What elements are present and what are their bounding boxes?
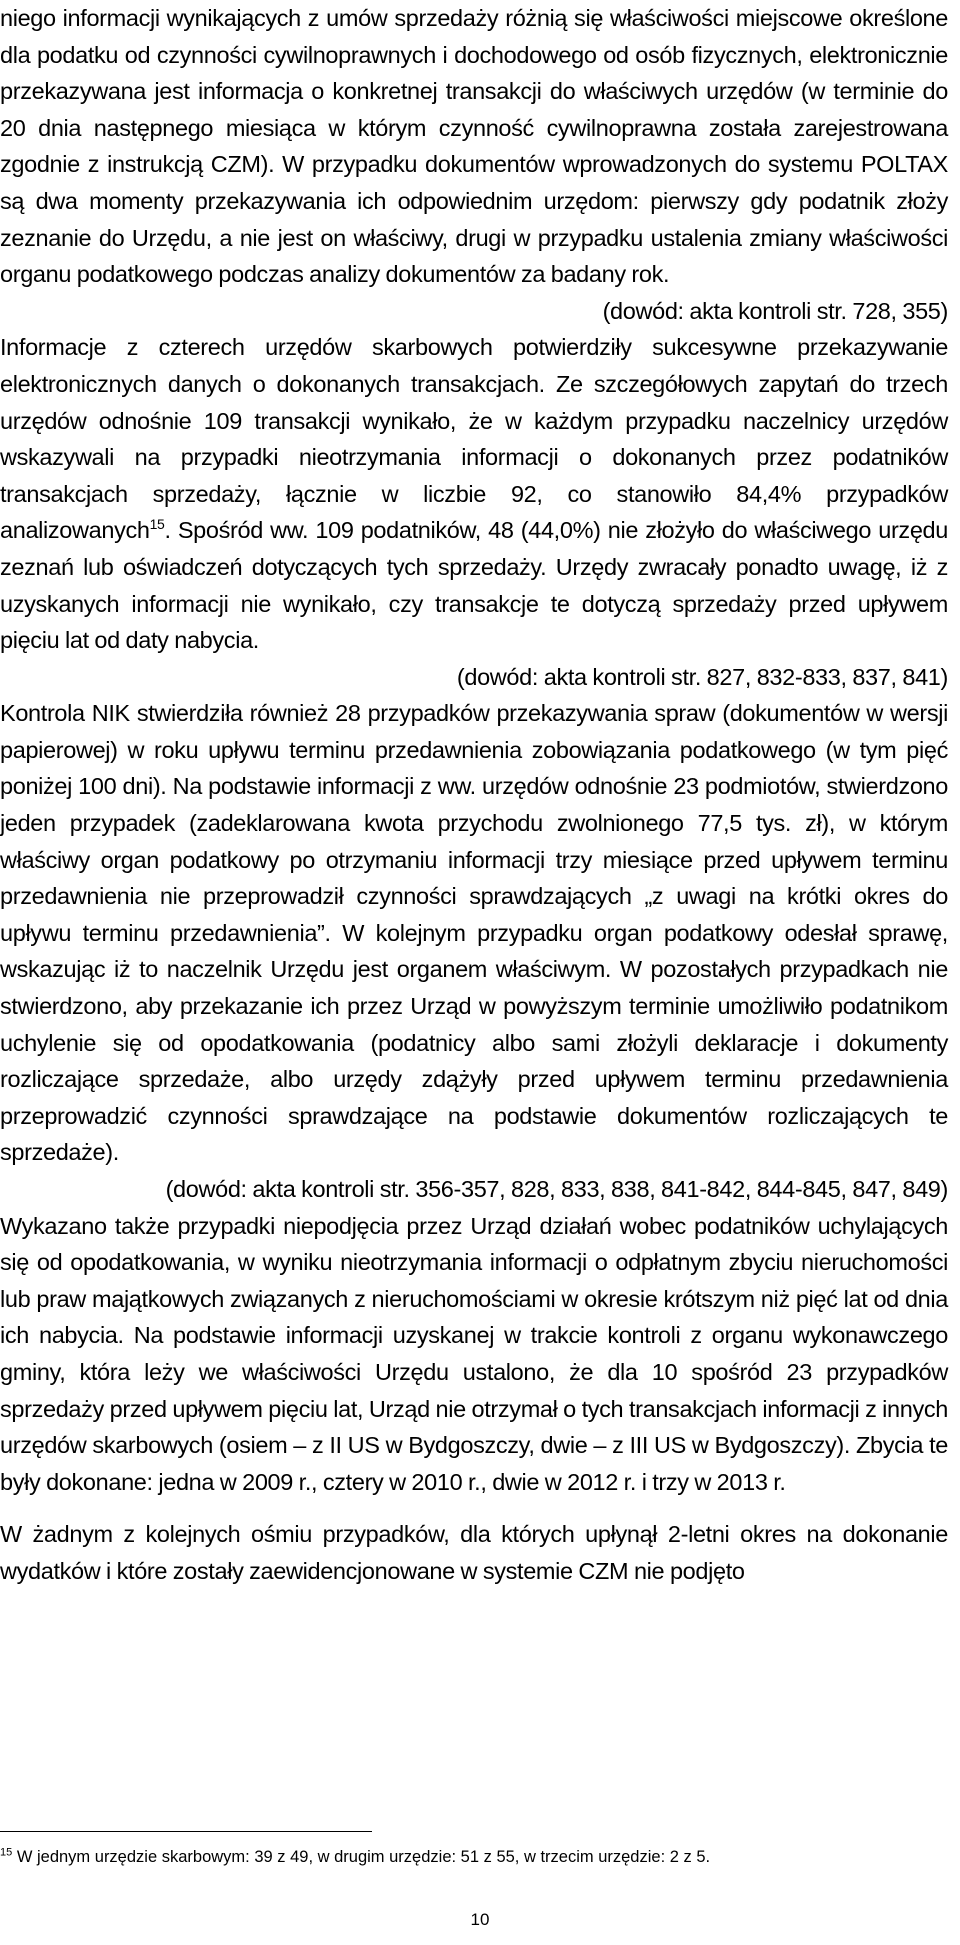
paragraph-3: Kontrola NIK stwierdziła również 28 przypadków przekazywania spraw (dokumentów w wersji papierowej) w roku upływu terminu przedawnienia zobowiązania podatkowego (w tym pięć poniżej 100 dni). Na podstawie informacji z ww. urzędów odnośnie 23 podmiotów, stwierdzono jeden przypadek (zadeklarowana kwota przychodu zwolnionego 77,5 tys. zł), w którym właściwy organ podatkowy po otrzymaniu informacji trzy miesiące przed upływem terminu przedawnienia nie przeprowadził czynności sprawdzających „z uwagi na krótki okres do upływu terminu przedawnienia”. W kolejnym przypadku organ podatkowy odesłał sprawę, wskazując iż to naczelnik Urzędu jest organem właściwym. W pozostałych przypadkach nie stwierdzono, aby przekazanie ich przez Urząd w powyższym terminie umożliwiło podatnikom uchylenie się od opodatkowania (podatnicy albo sami złożyli deklaracje i dokumenty rozliczające sprzedaże, albo urzędy zdążyły przed upływem terminu przedawnienia przeprowadzić czynności sprawdzające na podstawie dokumentów rozliczających te sprzedaże). — [0, 700, 948, 1166]
paragraph-5: W żadnym z kolejnych ośmiu przypadków, dla których upłynął 2-letni okres na dokonanie wydatków i które zostały zaewidencjonowane w systemie CZM nie podjęto — [0, 1521, 948, 1584]
page-number: 10 — [470, 1910, 490, 1929]
paragraph-1: niego informacji wynikających z umów sprzedaży różnią się właściwości miejscowe określone dla podatku od czynności cywilnoprawnych i dochodowego od osób fizycznych, elektronicznie przekazywana jest informacja o konkretnej transakcji do właściwych urzędów (w terminie do 20 dnia następnego miesiąca w którym czynność cywilnoprawna została zarejestrowana zgodnie z instrukcją CZM). W przypadku dokumentów wprowadzonych do systemu POLTAX są dwa momenty przekazywania ich odpowiednim urzędom: pierwszy gdy podatnik złoży zeznanie do Urzędu, a nie jest on właściwy, drugi w przypadku ustalenia zmiany właściwości organu podatkowego podczas analizy dokumentów za badany rok. — [0, 5, 948, 288]
paragraph-2-text-a: Informacje z czterech urzędów skarbowych potwierdziły sukcesywne przekazywanie elektronicznych danych o dokonanych transakcjach. Ze szczegółowych zapytań do trzech urzędów odnośnie 109 transakcji wynikało, że w każdym przypadku naczelnicy urzędów wskazywali na przypadki nieotrzymania informacji o dokonanych przez podatników transakcjach sprzedaży, łącznie w liczbie 92, co stanowiło 84,4% przypadków analizowanych — [0, 334, 948, 544]
evidence-citation-3: (dowód: akta kontroli str. 356-357, 828, 833, 838, 841-842, 844-845, 847, 849) — [165, 1176, 948, 1202]
footnote-text: W jednym urzędzie skarbowym: 39 z 49, w drugim urzędzie: 51 z 55, w trzecim urzędzie: 2 z 5. — [12, 1848, 711, 1866]
footnote-divider — [0, 1831, 372, 1832]
footnote-ref-15[interactable]: 15 — [149, 516, 165, 533]
evidence-citation-1: (dowód: akta kontroli str. 728, 355) — [602, 297, 948, 324]
paragraph-2-text-b: . Spośród ww. 109 podatników, 48 (44,0%) nie złożyło do właściwego urzędu zeznań lub oświadczeń dotyczących tych sprzedaży. Urzędy zwracały ponadto uwagę, iż z uzyskanych informacji nie wynikało, czy transakcje te dotyczą sprzedaży przed upływem pięciu lat od daty nabycia. — [0, 517, 948, 654]
footnote-marker: 15 — [0, 1846, 13, 1859]
paragraph-2 — [0, 329, 948, 658]
footnote-15 — [0, 1846, 948, 1868]
paragraph-4: Wykazano także przypadki niepodjęcia przez Urząd działań wobec podatników uchylających się od opodatkowania, w wyniku nieotrzymania informacji o odpłatnym zbyciu nieruchomości lub praw majątkowych związanych z nieruchomościami w okresie krótszym niż pięć lat od dnia ich nabycia. Na podstawie informacji uzyskanej w trakcie kontroli z organu wykonawczego gminy, która leży we właściwości Urzędu ustalono, że dla 10 spośród 23 przypadków sprzedaży przed upływem pięciu lat, Urząd nie otrzymał o tych transakcjach informacji z innych urzędów skarbowych (osiem – z II US w Bydgoszczy, dwie – z III US w Bydgoszczy). Zbycia te były dokonane: jedna w 2009 r., cztery w 2010 r., dwie w 2012 r. i trzy w 2013 r. — [0, 1212, 949, 1495]
evidence-citation-2: (dowód: akta kontroli str. 827, 832-833, 837, 841) — [456, 663, 948, 690]
